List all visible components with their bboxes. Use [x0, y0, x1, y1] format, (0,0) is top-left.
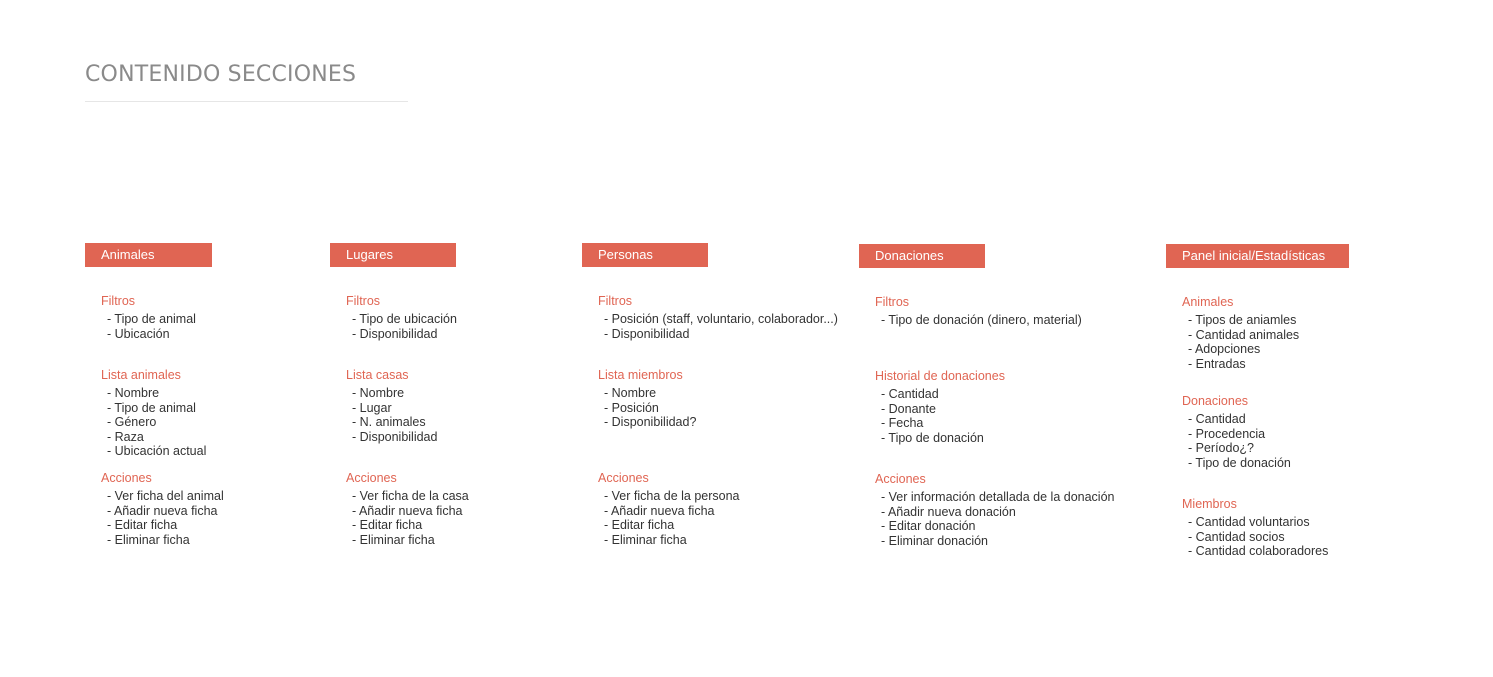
list-item: - Nombre	[604, 386, 657, 400]
list-item: - Cantidad	[1188, 412, 1246, 426]
column-header-personas: Personas	[582, 243, 708, 267]
list-item: - Nombre	[107, 386, 160, 400]
list-item: - Nombre	[352, 386, 405, 400]
section-title: Donaciones	[1182, 394, 1249, 408]
list-item: - Cantidad colaboradores	[1188, 544, 1329, 558]
list-item: - Género	[107, 415, 157, 429]
column-header-lugares: Lugares	[330, 243, 456, 267]
section-filtros	[598, 293, 838, 341]
section-title: Animales	[1182, 295, 1234, 309]
list-item: - Tipo de donación	[1188, 455, 1291, 470]
list-item: - Eliminar ficha	[107, 532, 190, 547]
list-item: - Editar donación	[881, 519, 976, 533]
section-lista-miembros	[598, 367, 696, 430]
section-title: Acciones	[875, 472, 926, 486]
list-item: - Raza	[107, 429, 144, 444]
list-item: - Disponibilidad	[352, 326, 438, 341]
list-item: - Donante	[881, 401, 936, 416]
list-item: - Añadir nueva donación	[881, 504, 1016, 519]
section-acciones	[346, 470, 469, 547]
section-title: Filtros	[875, 295, 910, 309]
section-acciones	[875, 471, 1114, 548]
section-filtros	[346, 293, 457, 341]
list-item: - Editar ficha	[107, 518, 178, 532]
list-item: - Eliminar ficha	[604, 532, 687, 547]
section-title: Filtros	[101, 294, 136, 308]
list-item: - Posición (staff, voluntario, colaborador...)	[604, 312, 838, 326]
list-item: - Ver información detallada de la donación	[881, 490, 1115, 504]
section-filtros	[875, 294, 1082, 328]
section-title: Filtros	[598, 294, 633, 308]
section-title: Acciones	[598, 471, 649, 485]
section-title: Acciones	[346, 471, 397, 485]
list-item: - Añadir nueva ficha	[107, 503, 218, 518]
section-title: Filtros	[346, 294, 381, 308]
list-item: - Tipo de animal	[107, 312, 196, 326]
list-item: - Fecha	[881, 416, 924, 430]
list-item: - Disponibilidad?	[604, 415, 697, 429]
section-historial-donaciones	[875, 368, 1005, 445]
section-title: Acciones	[101, 471, 152, 485]
list-item: - Tipo de donación	[881, 430, 984, 445]
column-personas	[582, 243, 838, 547]
list-item: - Cantidad socios	[1188, 529, 1285, 544]
section-acciones	[598, 470, 740, 547]
list-item: - Editar ficha	[352, 518, 423, 532]
list-item: - Lugar	[352, 400, 392, 415]
section-title: Lista casas	[346, 368, 409, 382]
list-item: - Ver ficha del animal	[107, 489, 224, 503]
list-item: - N. animales	[352, 415, 426, 429]
list-item: - Añadir nueva ficha	[604, 503, 715, 518]
list-item: - Disponibilidad	[352, 429, 438, 444]
section-miembros	[1182, 496, 1328, 559]
list-item: - Eliminar donación	[881, 533, 988, 548]
column-animales	[85, 243, 224, 547]
column-header-animales: Animales	[85, 243, 212, 267]
section-title: Miembros	[1182, 497, 1237, 511]
page-title: CONTENIDO SECCIONES	[85, 62, 357, 87]
list-item: - Período¿?	[1188, 441, 1255, 455]
list-item: - Adopciones	[1188, 342, 1261, 356]
column-header-panel-inicial: Panel inicial/Estadísticas	[1166, 244, 1349, 268]
list-item: - Ver ficha de la persona	[604, 489, 740, 503]
list-item: - Eliminar ficha	[352, 532, 435, 547]
section-lista-casas	[346, 367, 437, 444]
title-divider	[85, 101, 408, 102]
column-donaciones	[859, 244, 1115, 548]
list-item: - Añadir nueva ficha	[352, 503, 463, 518]
section-acciones	[101, 470, 224, 547]
list-item: - Tipo de donación (dinero, material)	[881, 313, 1082, 327]
list-item: - Tipo de animal	[107, 400, 196, 415]
list-item: - Editar ficha	[604, 518, 675, 532]
section-title: Historial de donaciones	[875, 369, 1005, 383]
list-item: - Tipo de ubicación	[352, 312, 457, 326]
section-donaciones	[1182, 393, 1291, 470]
list-item: - Ubicación actual	[107, 444, 207, 458]
section-title: Lista miembros	[598, 368, 683, 382]
list-item: - Entradas	[1188, 356, 1246, 371]
list-item: - Procedencia	[1188, 426, 1266, 441]
list-item: - Disponibilidad	[604, 326, 690, 341]
column-header-donaciones: Donaciones	[859, 244, 985, 268]
column-lugares	[330, 243, 469, 547]
list-item: - Cantidad voluntarios	[1188, 515, 1310, 529]
list-item: - Tipos de aniamles	[1188, 313, 1297, 327]
list-item: - Cantidad animales	[1188, 327, 1300, 342]
section-filtros	[101, 293, 196, 341]
list-item: - Ubicación	[107, 326, 170, 341]
list-item: - Ver ficha de la casa	[352, 489, 469, 503]
list-item: - Cantidad	[881, 387, 939, 401]
section-title: Lista animales	[101, 368, 181, 382]
list-item: - Posición	[604, 400, 659, 415]
section-lista-animales	[101, 367, 206, 459]
column-panel-inicial	[1166, 244, 1349, 558]
section-animales	[1182, 294, 1299, 371]
